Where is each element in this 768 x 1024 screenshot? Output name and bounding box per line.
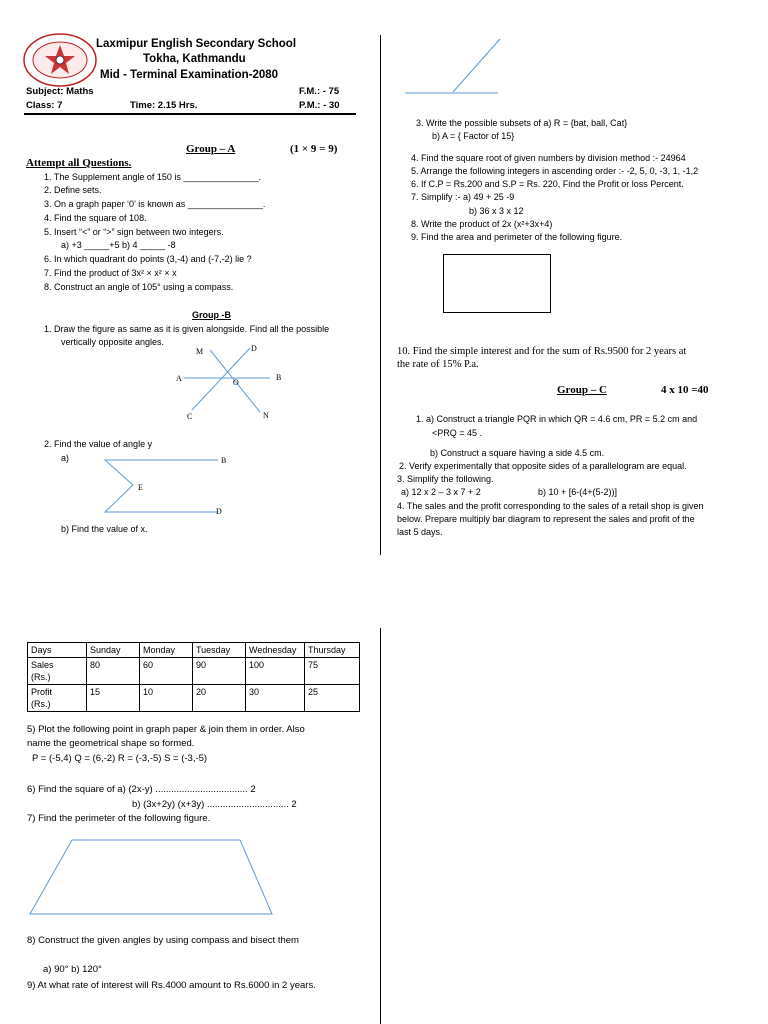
c1b-square: b) Construct a square having a side 4.5 cm. [430, 448, 605, 458]
column-divider-bottom [380, 628, 381, 1024]
c3-simplify: 3. Simplify the following. [397, 474, 494, 484]
q4-square-root: 4. Find the square root of given numbers by division method :- 24964 [411, 153, 686, 163]
group-b-q2b: b) Find the value of x. [61, 524, 148, 534]
table-cell: 25 [305, 685, 360, 712]
group-c-marks: 4 x 10 =40 [661, 384, 709, 396]
b5-plot-points-cont: name the geometrical shape so formed. [27, 738, 195, 749]
q7-simplify-b: b) 36 x 3 x 12 [469, 206, 524, 216]
c1a-triangle-cont: <PRQ = 45 . [432, 428, 483, 438]
table-cell: Sunday [87, 643, 140, 658]
fig-label-o: O [233, 378, 239, 387]
q5-arrange: 5. Arrange the following integers in ascending order :- -2, 5, 0, -3, 1, -1,2 [411, 166, 699, 176]
fig-label-m: M [196, 347, 204, 356]
fig2-label-b: B [221, 456, 227, 465]
exam-title: Mid - Terminal Examination-2080 [100, 69, 279, 81]
row-label: Profit [31, 687, 53, 697]
table-cell: Tuesday [193, 643, 246, 658]
fig-label-c: C [187, 412, 193, 421]
table-cell: 20 [193, 685, 246, 712]
table-cell: 15 [87, 685, 140, 712]
b7-perimeter: 7) Find the perimeter of the following figure. [27, 813, 211, 824]
group-b-q2a: a) [61, 453, 70, 463]
row-label: Sales [31, 660, 54, 670]
b9-rate-of-interest: 9) At what rate of interest will Rs.4000 amount to Rs.6000 in 2 years. [27, 980, 316, 991]
table-cell: Monday [140, 643, 193, 658]
b5-points: P = (-5,4) Q = (6,-2) R = (-3,-5) S = (-3,-5) [32, 753, 208, 764]
school-address: Tokha, Kathmandu [143, 53, 246, 65]
table-row [28, 658, 360, 685]
table-cell: Wednesday [246, 643, 305, 658]
fig2-label-d: D [216, 507, 222, 516]
c2-parallelogram: 2. Verify experimentally that opposite sides of a parallelogram are equal. [399, 461, 687, 471]
angle-figure-top [405, 35, 505, 95]
table-cell [28, 658, 87, 685]
group-a-item: 8. Construct an angle of 105° using a compass. [44, 282, 234, 292]
group-b-q2: 2. Find the value of angle y [44, 439, 153, 449]
table-cell: Thursday [305, 643, 360, 658]
fig2-label-e: E [138, 483, 143, 492]
table-cell: 10 [140, 685, 193, 712]
b6-square-b: b) (3x+2y) (x+3y) ............................... 2 [132, 799, 297, 810]
rectangle-figure [443, 254, 551, 313]
group-a-item: 6. In which quadrant do points (3,-4) and (-7,-2) lie ? [44, 254, 252, 264]
group-a-item: a) +3 _____+5 b) 4 _____ -8 [61, 240, 176, 250]
group-a-title: Group – A [186, 143, 236, 155]
b5-plot-points: 5) Plot the following point in graph paper & join them in order. Also [27, 724, 305, 735]
subject: Subject: Maths [26, 86, 94, 97]
c3a-expression: a) 12 x 2 – 3 x 7 + 2 [401, 487, 481, 497]
q6-profit: 6. If C.P = Rs.200 and S.P = Rs. 220, Find the Profit or loss Percent. [411, 179, 684, 189]
row-label-unit: (Rs.) [31, 672, 51, 682]
group-a-item: 1. The Supplement angle of 150 is _______________. [44, 172, 262, 182]
b8-angle-options: a) 90° b) 120° [43, 964, 102, 975]
trapezium-figure [28, 838, 278, 918]
q10-interest-cont: the rate of 15% P.a. [397, 359, 479, 370]
table-cell: Days [28, 643, 87, 658]
c3b-expression: b) 10 + [6-(4+(5-2))] [538, 487, 618, 497]
group-a-item: 4. Find the square of 108. [44, 213, 147, 223]
group-b-q1: 1. Draw the figure as same as it is given alongside. Find all the possible [44, 324, 330, 334]
school-name: Laxmipur English Secondary School [96, 38, 297, 50]
group-a-item: 3. On a graph paper ‘0’ is known as _______________. [44, 199, 266, 209]
c1a-triangle: 1. a) Construct a triangle PQR in which QR = 4.6 cm, PR = 5.2 cm and [416, 414, 698, 424]
column-divider-top [380, 35, 381, 555]
group-c-title: Group – C [557, 384, 607, 396]
group-a-item: 2. Define sets. [44, 185, 102, 195]
b6-square: 6) Find the square of a) (2x-y) ................................... 2 [27, 784, 256, 795]
q10-interest: 10. Find the simple interest and for the sum of Rs.9500 for 2 years at [397, 346, 687, 357]
c4-sales-cont2: last 5 days. [397, 527, 443, 537]
q3-subsets-b: b) A = { Factor of 15} [432, 131, 515, 141]
fig-label-a: A [176, 374, 182, 383]
c4-sales-cont: below. Prepare multiply bar diagram to represent the sales and profit of the [397, 514, 695, 524]
q3-subsets: 3. Write the possible subsets of a) R = {bat, ball, Cat} [416, 118, 628, 128]
fig-label-n: N [263, 411, 269, 420]
table-cell: 90 [193, 658, 246, 685]
angle-y-figure [100, 455, 230, 517]
table-cell: 100 [246, 658, 305, 685]
c4-sales: 4. The sales and the profit corresponding to the sales of a retail shop is given [397, 501, 704, 511]
row-label-unit: (Rs.) [31, 699, 51, 709]
header-divider [24, 113, 356, 115]
fig-label-b: B [276, 373, 282, 382]
table-row [28, 643, 360, 658]
group-a-item: 7. Find the product of 3x² × x² × x [44, 268, 177, 278]
sales-profit-table [27, 642, 360, 712]
table-row [28, 685, 360, 712]
table-cell [28, 685, 87, 712]
table-cell: 80 [87, 658, 140, 685]
group-b-q1-cont: vertically opposite angles. [61, 337, 165, 347]
group-b-title: Group -B [192, 310, 231, 320]
full-marks: F.M.: - 75 [299, 86, 340, 97]
time: Time: 2.15 Hrs. [130, 100, 198, 111]
group-a-instruction: Attempt all Questions. [26, 157, 132, 169]
q9-area: 9. Find the area and perimeter of the following figure. [411, 232, 623, 242]
table-cell: 30 [246, 685, 305, 712]
group-a-marks: (1 × 9 = 9) [290, 143, 338, 155]
table-cell: 60 [140, 658, 193, 685]
q8-product: 8. Write the product of 2x (x²+3x+4) [411, 219, 553, 229]
table-cell: 75 [305, 658, 360, 685]
pass-marks: P.M.: - 30 [299, 100, 340, 111]
fig-label-d: D [251, 344, 257, 353]
class: Class: 7 [26, 100, 63, 111]
b8-construct-angles: 8) Construct the given angles by using compass and bisect them [27, 935, 299, 946]
q7-simplify: 7. Simplify :- a) 49 + 25 -9 [411, 192, 515, 202]
school-logo [22, 32, 98, 88]
group-a-item: 5. Insert “<” or “>” sign between two integers. [44, 227, 224, 237]
